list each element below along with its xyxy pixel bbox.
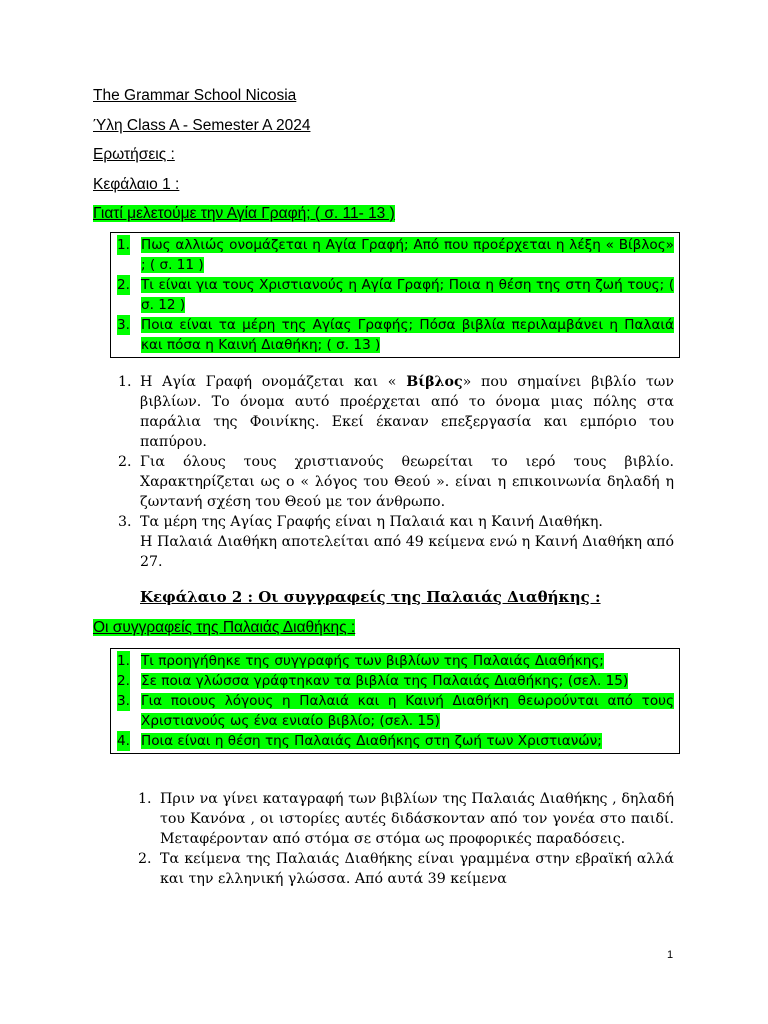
item-number: 3. bbox=[117, 317, 130, 333]
answer-text: Για όλους τους χριστιανούς θεωρείται το ιερό τους βιβλίο. Χαρακτηρίζεται ως ο « λόγος του Θεού ». είναι η επικοινωνία δηλαδή η ζωντανή σχέση του Θεού με τον άνθρωπο. bbox=[140, 454, 674, 510]
question-text: Ποια είναι τα μέρη της Αγίας Γραφής; Πόσα βιβλία περιλαμβάνει η Παλαιά και πόσα η Καινή Διαθήκη; ( σ. 13 ) bbox=[141, 317, 674, 353]
list-item bbox=[115, 731, 674, 751]
answer-text-start: Η Αγία Γραφή ονομάζεται και « bbox=[140, 374, 407, 390]
item-number: 1. bbox=[117, 653, 130, 669]
page-number: 1 bbox=[667, 949, 674, 961]
list-item bbox=[115, 671, 674, 691]
answer-text: Τα μέρη της Αγίας Γραφής είναι η Παλαιά και η Καινή Διαθήκη. bbox=[140, 514, 603, 530]
list-item bbox=[115, 691, 674, 731]
item-number: 2. bbox=[117, 277, 130, 293]
item-number: 3. bbox=[117, 693, 130, 709]
chapter1-questions-box bbox=[110, 232, 680, 358]
item-number: 2. bbox=[138, 851, 152, 867]
list-item bbox=[115, 651, 674, 671]
list-item bbox=[138, 789, 674, 849]
item-number: 4. bbox=[117, 733, 130, 749]
questions-label: Ερωτήσεις : bbox=[93, 146, 175, 163]
list-item bbox=[118, 372, 674, 452]
chapter1-topic bbox=[93, 205, 395, 223]
item-number: 1. bbox=[117, 237, 130, 253]
answer-text: Τα κείμενα της Παλαιάς Διαθήκης είναι γραμμένα στην εβραϊκή αλλά και την ελληνική γλώσσα. Από αυτά 39 κείμενα bbox=[160, 851, 674, 887]
list-item bbox=[138, 849, 674, 889]
chapter1-topic-text: Γιατί μελετούμε την Αγία Γραφή; ( σ. 11- 13 ) bbox=[93, 205, 395, 222]
list-item bbox=[118, 512, 674, 572]
question-text: Πως αλλιώς ονομάζεται η Αγία Γραφή; Από που προέρχεται η λέξη « Βίβλος» ; ( σ. 11 ) bbox=[141, 237, 674, 273]
question-text: Τι είναι για τους Χριστιανούς η Αγία Γραφή; Ποια η θέση της στη ζωή τους; ( σ. 12 ) bbox=[141, 277, 674, 313]
question-text: Τι προηγήθηκε της συγγραφής των βιβλίων της Παλαιάς Διαθήκης; bbox=[141, 653, 604, 669]
chapter1-answers bbox=[118, 372, 674, 572]
answer-text-continued: Η Παλαιά Διαθήκη αποτελείται από 49 κείμενα ενώ η Καινή Διαθήκη από 27. bbox=[140, 534, 674, 570]
chapter1-label: Κεφάλαιο 1 : bbox=[93, 176, 180, 193]
item-number: 3. bbox=[118, 514, 132, 530]
item-number: 1. bbox=[118, 374, 132, 390]
question-text: Για ποιους λόγους η Παλαιά και η Καινή Διαθήκη θεωρούνται από τους Χριστιανούς ως ένα ενιαίο βιβλίο; (σελ. 15) bbox=[141, 693, 674, 729]
chapter2-topic-text: Οι συγγραφείς της Παλαιάς Διαθήκης : bbox=[93, 619, 356, 636]
chapter2-questions-box bbox=[110, 648, 680, 754]
list-item bbox=[115, 275, 674, 315]
answer-text: Πριν να γίνει καταγραφή των βιβλίων της Παλαιάς Διαθήκης , δηλαδή του Κανόνα , οι ιστορίες αυτές διδάσκονταν από τον γονέα στο παιδί. Μεταφέρονταν από στόμα σε στόμα ως προφορικές παραδόσεις. bbox=[160, 791, 674, 847]
list-item bbox=[118, 452, 674, 512]
list-item bbox=[115, 235, 674, 275]
item-number: 1. bbox=[138, 791, 152, 807]
item-number: 2. bbox=[117, 673, 130, 689]
answer-bold-term: Βίβλος bbox=[406, 374, 463, 390]
answer-text-end: » που σημαίνει βιβλίο των βιβλίων. Το όνομα αυτό προέρχεται από το όνομα μιας πόλης στα παράλια της Φοινίκης. Εκεί έκαναν επεξεργασία και εμπόριο του παπύρου. bbox=[140, 374, 674, 450]
question-text: Ποια είναι η θέση της Παλαιάς Διαθήκης στη ζωή των Χριστιανών; bbox=[141, 733, 602, 749]
item-number: 2. bbox=[118, 454, 132, 470]
question-text: Σε ποια γλώσσα γράφτηκαν τα βιβλία της Παλαιάς Διαθήκης; (σελ. 15) bbox=[141, 673, 629, 689]
list-item bbox=[115, 315, 674, 355]
chapter2-topic bbox=[93, 619, 355, 637]
chapter2-answers bbox=[138, 789, 674, 889]
chapter2-heading: Κεφάλαιο 2 : Οι συγγραφείς της Παλαιάς Διαθήκης : bbox=[140, 588, 601, 606]
school-name: The Grammar School Nicosia bbox=[93, 87, 297, 104]
class-line: Ύλη Class A - Semester A 2024 bbox=[93, 117, 311, 134]
